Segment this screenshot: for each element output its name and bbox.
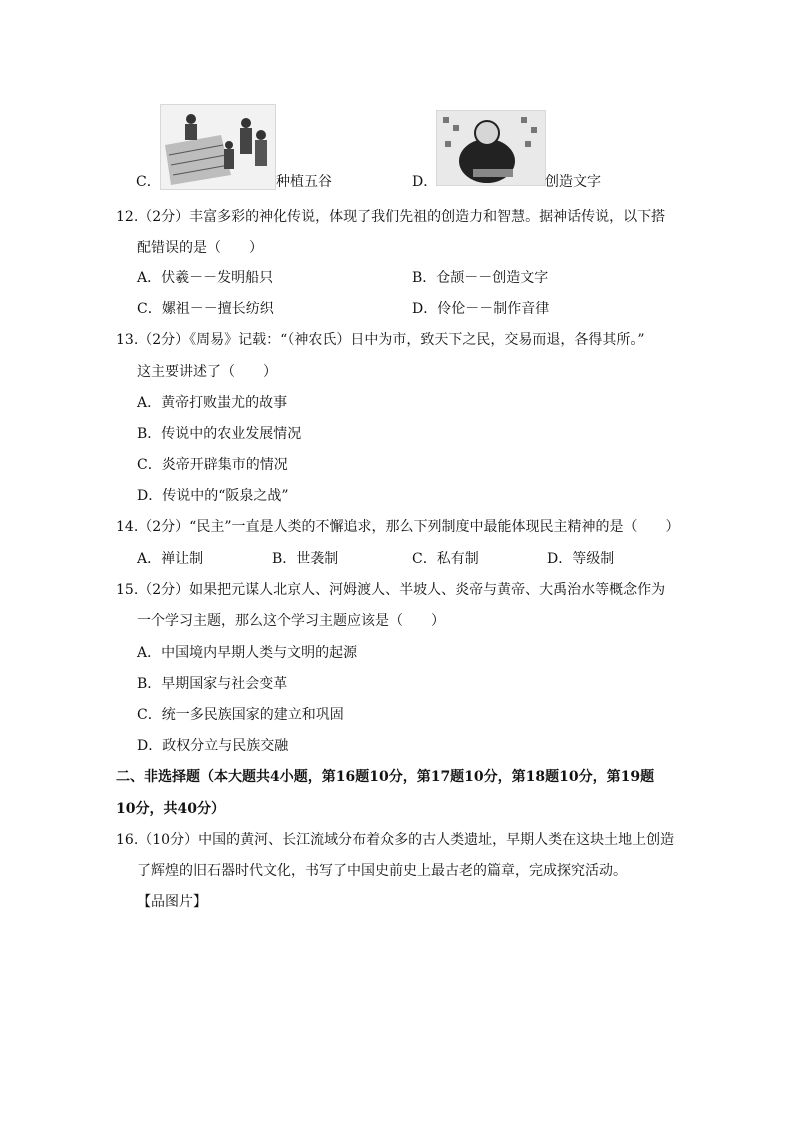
q13-option-a[interactable]: A．黄帝打败蚩尤的故事 [137, 395, 288, 411]
q13-option-d[interactable]: D．传说中的“阪泉之战” [137, 488, 289, 504]
q12-option-d[interactable]: D．伶伦－－制作音律 [412, 301, 550, 317]
q14-option-a[interactable]: A．禅让制 [137, 551, 204, 567]
q14-option-d[interactable]: D．等级制 [547, 551, 615, 567]
q14-option-b[interactable]: B．世袭制 [272, 551, 339, 567]
q15-option-b[interactable]: B．早期国家与社会变革 [137, 676, 288, 692]
option-c-letter: C． [136, 174, 161, 190]
q14-stem: 14.（2分）“民主”一直是人类的不懈追求，那么下列制度中最能体现民主精神的是（ ） [116, 519, 680, 535]
option-d-caption: 创造文字 [545, 174, 601, 190]
q15-option-d[interactable]: D．政权分立与民族交融 [137, 738, 289, 754]
q13-option-c[interactable]: C．炎帝开辟集市的情况 [137, 457, 288, 473]
option-d-letter: D． [412, 174, 438, 190]
farming-illustration [160, 104, 276, 190]
q15-option-a[interactable]: A．中国境内早期人类与文明的起源 [137, 645, 358, 661]
q13-stem-line2: 这主要讲述了（ ） [137, 364, 277, 380]
q16-subheading: 【品图片】 [137, 894, 207, 910]
q12-option-b[interactable]: B．仓颉－－创造文字 [412, 270, 549, 286]
q12-stem-line2: 配错误的是（ ） [137, 240, 263, 256]
q12-option-a[interactable]: A．伏羲－－发明船只 [137, 270, 274, 286]
q13-stem-line1: 13.（2分）《周易》记载：“（神农氏）日中为市，致天下之民，交易而退，各得其所。” [116, 332, 645, 348]
q16-stem-line1: 16.（10分）中国的黄河、长江流域分布着众多的古人类遗址，早期人类在这块土地上创造 [116, 832, 675, 848]
q12-stem-line1: 12.（2分）丰富多彩的神化传说，体现了我们先祖的创造力和智慧。据神话传说，以下搭 [116, 209, 666, 225]
section2-heading-line2: 10分，共40分） [116, 801, 225, 817]
q15-stem-line1: 15.（2分）如果把元谋人北京人、河姆渡人、半坡人、炎帝与黄帝、大禹治水等概念作为 [116, 582, 666, 598]
q13-option-b[interactable]: B．传说中的农业发展情况 [137, 426, 302, 442]
cangjie-illustration [436, 110, 546, 186]
q15-stem-line2: 一个学习主题，那么这个学习主题应该是（ ） [137, 613, 445, 629]
option-c-caption: 种植五谷 [276, 174, 332, 190]
q12-option-c[interactable]: C．嫘祖－－擅长纺织 [137, 301, 274, 317]
section2-heading-line1: 二、非选择题（本大题共4小题，第16题10分，第17题10分，第18题10分，第19题 [116, 769, 655, 785]
q16-stem-line2: 了辉煌的旧石器时代文化，书写了中国史前史上最古老的篇章，完成探究活动。 [137, 863, 627, 879]
q15-option-c[interactable]: C．统一多民族国家的建立和巩固 [137, 707, 344, 723]
q14-option-c[interactable]: C．私有制 [412, 551, 479, 567]
